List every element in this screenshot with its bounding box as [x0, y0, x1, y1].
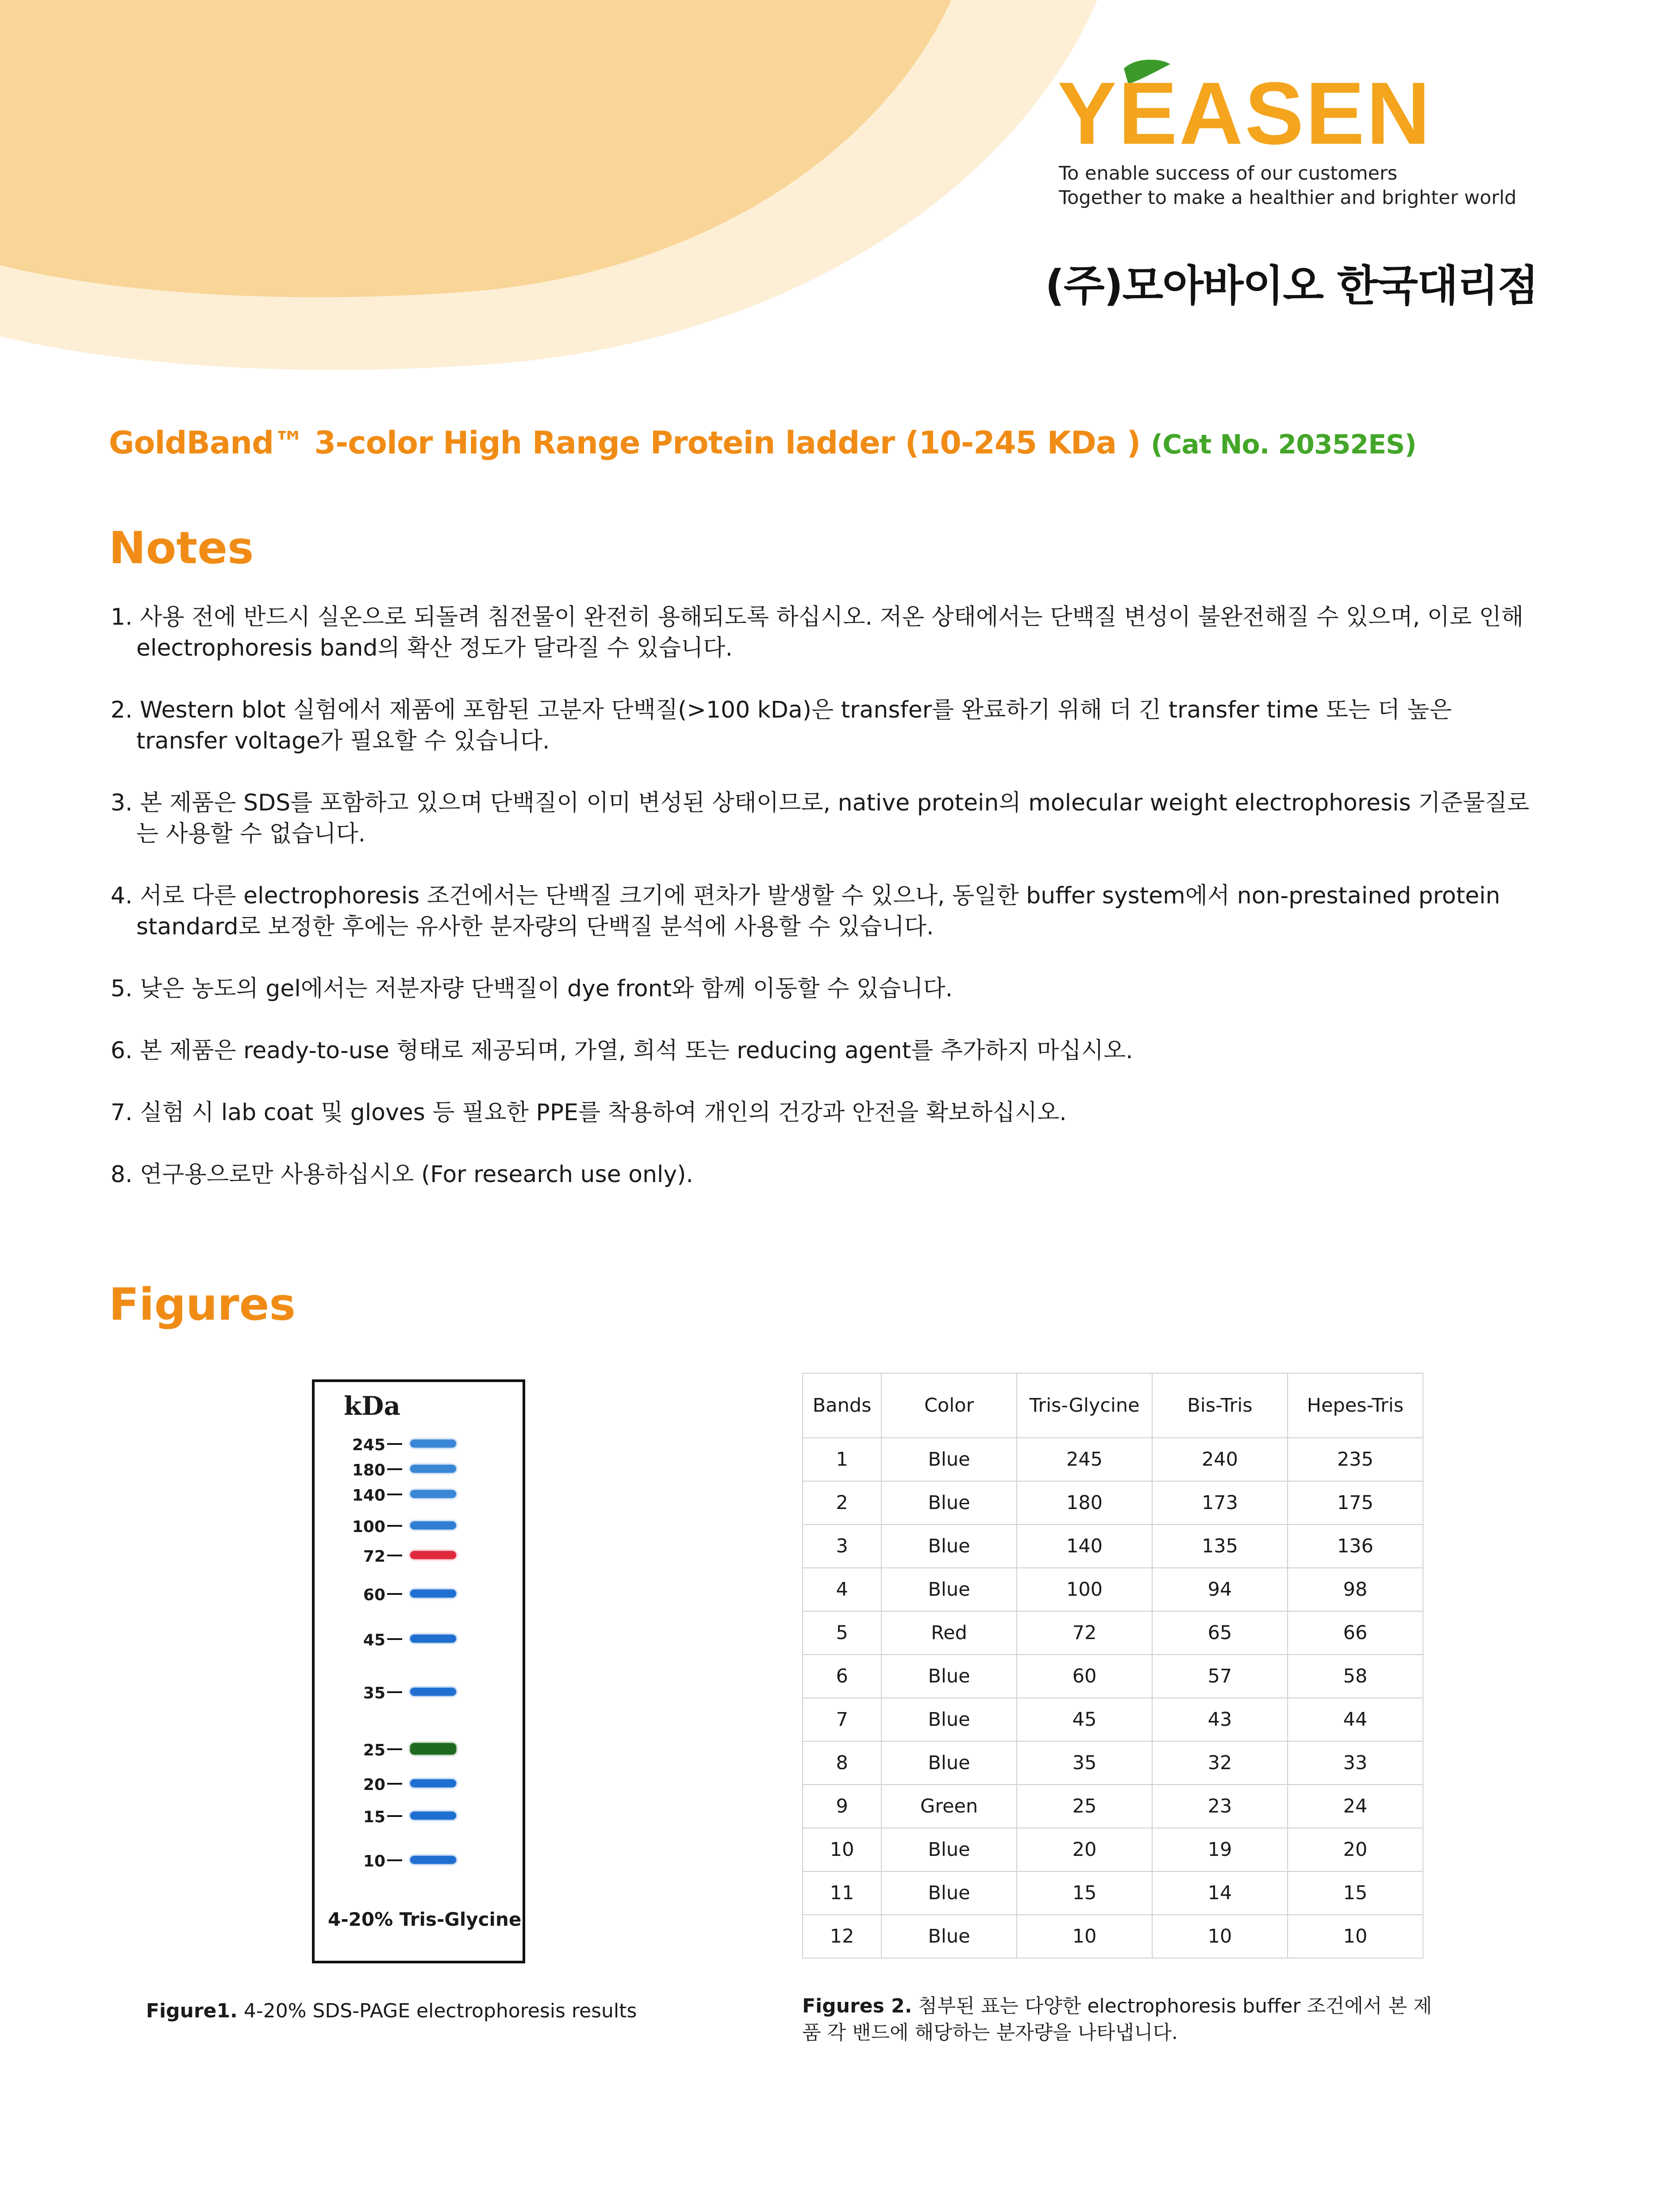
product-name: GoldBand™ 3-color High Range Protein ladder (10-245 KDa ): [109, 425, 1141, 461]
table-row: [803, 1871, 1423, 1915]
table-cell: 4: [803, 1568, 881, 1611]
gel-condition-label: 4-20% Tris-Glycine: [328, 1909, 522, 1930]
table-cell: 175: [1288, 1481, 1423, 1525]
table-header-cell: Bis-Tris: [1152, 1373, 1288, 1438]
note-text: 서로 다른 electrophoresis 조건에서는 단백질 크기에 편차가 발생할 수 있으나, 동일한 buffer system에서 non-prestained protein standard로 보정한 후에는 유사한 분자량의 단백질 분석에 사용할 수 있습니다.: [136, 883, 1500, 940]
table-cell: 45: [1017, 1698, 1152, 1741]
table-row: [803, 1438, 1423, 1481]
note-text: Western blot 실험에서 제품에 포함된 고분자 단백질(>100 kDa)은 transfer를 완료하기 위해 더 긴 transfer time 또는 더 높은 transfer voltage가 필요할 수 있습니다.: [136, 697, 1452, 754]
gel-marker: [315, 1851, 523, 1869]
protein-band: [410, 1743, 456, 1755]
gel-unit-label: kDa: [344, 1391, 401, 1421]
table-cell: 173: [1152, 1481, 1288, 1525]
note-item: [111, 695, 1549, 757]
note-item: [111, 880, 1549, 942]
note-text: 실험 시 lab coat 및 gloves 등 필요한 PPE를 착용하여 개인의 건강과 안전을 확보하십시오.: [140, 1099, 1067, 1126]
table-row: [803, 1611, 1423, 1655]
table-cell: 240: [1152, 1438, 1288, 1481]
table-header-cell: Color: [881, 1373, 1017, 1438]
table-row: [803, 1915, 1423, 1958]
notes-list: [111, 602, 1549, 1221]
table-cell: 235: [1288, 1438, 1423, 1481]
table-cell: 140: [1017, 1525, 1152, 1568]
table-cell: 7: [803, 1698, 881, 1741]
marker-kda-label: 60: [363, 1586, 385, 1604]
gel-marker: [315, 1585, 523, 1603]
figure1-caption-text: 4-20% SDS-PAGE electrophoresis results: [243, 2000, 637, 2022]
table-body: [803, 1438, 1423, 1958]
table-row: [803, 1785, 1423, 1828]
gel-marker: [315, 1460, 523, 1478]
table-cell: 14: [1152, 1871, 1288, 1915]
gel-marker: [315, 1775, 523, 1793]
marker-tick: [387, 1593, 402, 1595]
header-decoration: [0, 0, 1097, 380]
figures-heading: Figures: [109, 1279, 296, 1330]
gel-marker: [315, 1486, 523, 1503]
table-cell: 11: [803, 1871, 881, 1915]
gel-marker: [315, 1517, 523, 1535]
marker-kda-label: 245: [352, 1436, 385, 1454]
marker-tick: [387, 1783, 402, 1785]
table-header-cell: Tris-Glycine: [1017, 1373, 1152, 1438]
table-cell: 98: [1288, 1568, 1423, 1611]
marker-kda-label: 20: [363, 1776, 385, 1794]
table-cell: 33: [1288, 1741, 1423, 1785]
table-cell: 72: [1017, 1611, 1152, 1655]
note-number: 4.: [111, 883, 133, 909]
table-cell: 9: [803, 1785, 881, 1828]
note-number: 6.: [111, 1037, 133, 1064]
note-number: 5.: [111, 975, 133, 1002]
marker-tick: [387, 1525, 402, 1527]
figure1-caption-label: Figure1.: [146, 2000, 238, 2022]
marker-kda-label: 140: [352, 1486, 385, 1505]
table-cell: 135: [1152, 1525, 1288, 1568]
protein-band: [410, 1688, 456, 1696]
gel-marker: [315, 1630, 523, 1648]
table-cell: 25: [1017, 1785, 1152, 1828]
agency-title: (주)모아바이오 한국대리점: [1045, 261, 1538, 311]
protein-band: [410, 1440, 456, 1448]
marker-tick: [387, 1468, 402, 1470]
catalog-number: (Cat No. 20352ES): [1150, 429, 1416, 460]
table-row: [803, 1741, 1423, 1785]
table-cell: 66: [1288, 1611, 1423, 1655]
gel-marker: [315, 1547, 523, 1564]
marker-tick: [387, 1555, 402, 1556]
table-cell: 35: [1017, 1741, 1152, 1785]
table-cell: Blue: [881, 1871, 1017, 1915]
table-cell: 136: [1288, 1525, 1423, 1568]
gel-image: [312, 1379, 525, 1963]
table-row: [803, 1698, 1423, 1741]
note-text: 본 제품은 ready-to-use 형태로 제공되며, 가열, 희석 또는 reducing agent를 추가하지 마십시오.: [140, 1037, 1133, 1064]
marker-tick: [387, 1748, 402, 1750]
table-cell: 5: [803, 1611, 881, 1655]
marker-kda-label: 35: [363, 1684, 385, 1702]
table-cell: 20: [1017, 1828, 1152, 1871]
table-cell: Blue: [881, 1828, 1017, 1871]
note-text: 사용 전에 반드시 실온으로 되돌려 침전물이 완전히 용해되도록 하십시오. 저온 상태에서는 단백질 변성이 불완전해질 수 있으며, 이로 인해 electrophoresis band의 확산 정도가 달라질 수 있습니다.: [136, 604, 1524, 661]
marker-tick: [387, 1859, 402, 1861]
tagline-line-1: To enable success of our customers: [1059, 162, 1398, 184]
table-row: [803, 1568, 1423, 1611]
gel-marker: [315, 1740, 523, 1758]
table-cell: Red: [881, 1611, 1017, 1655]
table-cell: 32: [1152, 1741, 1288, 1785]
marker-kda-label: 15: [363, 1808, 385, 1826]
tagline: [1059, 161, 1516, 210]
protein-band: [410, 1590, 456, 1598]
table-cell: 94: [1152, 1568, 1288, 1611]
table-header-row: [803, 1373, 1423, 1438]
note-number: 8.: [111, 1161, 133, 1188]
table-cell: 10: [1017, 1915, 1152, 1958]
figure2-caption: [802, 1993, 1444, 2046]
table-cell: 10: [1152, 1915, 1288, 1958]
table-cell: 60: [1017, 1655, 1152, 1698]
table-cell: Green: [881, 1785, 1017, 1828]
table-cell: 6: [803, 1655, 881, 1698]
marker-kda-label: 25: [363, 1741, 385, 1759]
table-cell: 8: [803, 1741, 881, 1785]
table-cell: 43: [1152, 1698, 1288, 1741]
note-number: 7.: [111, 1099, 133, 1126]
table-cell: 58: [1288, 1655, 1423, 1698]
table-cell: 2: [803, 1481, 881, 1525]
table-cell: 180: [1017, 1481, 1152, 1525]
table-cell: 20: [1288, 1828, 1423, 1871]
table-cell: Blue: [881, 1915, 1017, 1958]
figure2-caption-label: Figures 2.: [802, 1995, 912, 2017]
table-cell: Blue: [881, 1438, 1017, 1481]
marker-tick: [387, 1815, 402, 1817]
table-cell: 44: [1288, 1698, 1423, 1741]
table-header-cell: Hepes-Tris: [1288, 1373, 1423, 1438]
marker-kda-label: 100: [352, 1518, 385, 1536]
table-cell: 15: [1288, 1871, 1423, 1915]
note-item: [111, 1035, 1549, 1066]
yeasen-logo-text: YEASEN: [1057, 64, 1432, 161]
table-row: [803, 1525, 1423, 1568]
product-title: [109, 425, 1416, 461]
table-row: [803, 1481, 1423, 1525]
note-text: 연구용으로만 사용하십시오 (For research use only).: [140, 1161, 693, 1188]
table-cell: 100: [1017, 1568, 1152, 1611]
protein-band: [410, 1465, 456, 1473]
marker-tick: [387, 1494, 402, 1495]
table-cell: Blue: [881, 1525, 1017, 1568]
protein-band: [410, 1635, 456, 1643]
marker-tick: [387, 1638, 402, 1640]
note-item: [111, 787, 1549, 849]
table-cell: Blue: [881, 1741, 1017, 1785]
marker-kda-label: 72: [363, 1548, 385, 1566]
note-item: [111, 602, 1549, 664]
table-row: [803, 1655, 1423, 1698]
gel-marker: [315, 1435, 523, 1453]
marker-kda-label: 180: [352, 1461, 385, 1479]
molecular-weight-table: [802, 1373, 1423, 1959]
note-item: [111, 973, 1549, 1004]
table-cell: 12: [803, 1915, 881, 1958]
protein-band: [410, 1779, 456, 1787]
table-cell: Blue: [881, 1698, 1017, 1741]
tagline-line-2: Together to make a healthier and brighter world: [1059, 187, 1517, 209]
note-text: 낮은 농도의 gel에서는 저분자량 단백질이 dye front와 함께 이동할 수 있습니다.: [140, 975, 953, 1002]
table-cell: 10: [1288, 1915, 1423, 1958]
note-item: [111, 1097, 1549, 1128]
table-cell: Blue: [881, 1568, 1017, 1611]
note-item: [111, 1159, 1549, 1190]
gel-marker: [315, 1683, 523, 1701]
marker-kda-label: 45: [363, 1631, 385, 1649]
table-cell: 24: [1288, 1785, 1423, 1828]
table-cell: 15: [1017, 1871, 1152, 1915]
note-number: 2.: [111, 697, 133, 723]
note-number: 1.: [111, 604, 133, 630]
table-cell: Blue: [881, 1655, 1017, 1698]
marker-tick: [387, 1691, 402, 1693]
table-cell: 57: [1152, 1655, 1288, 1698]
notes-heading: Notes: [109, 522, 254, 574]
note-text: 본 제품은 SDS를 포함하고 있으며 단백질이 이미 변성된 상태이므로, native protein의 molecular weight electrophoresis 기준물질로는 사용할 수 없습니다.: [136, 790, 1530, 847]
yeasen-logo: [1057, 60, 1535, 161]
protein-band: [410, 1812, 456, 1820]
table-cell: 23: [1152, 1785, 1288, 1828]
table-header-cell: Bands: [803, 1373, 881, 1438]
marker-kda-label: 10: [363, 1852, 385, 1870]
table-cell: 65: [1152, 1611, 1288, 1655]
table-row: [803, 1828, 1423, 1871]
table-cell: 1: [803, 1438, 881, 1481]
table-cell: Blue: [881, 1481, 1017, 1525]
protein-band: [410, 1490, 456, 1498]
protein-band: [410, 1521, 456, 1529]
table-cell: 3: [803, 1525, 881, 1568]
marker-tick: [387, 1443, 402, 1445]
table-cell: 19: [1152, 1828, 1288, 1871]
figure1-caption: [146, 2000, 637, 2022]
figure2-caption-text: 첨부된 표는 다양한 electrophoresis buffer 조건에서 본 제품 각 밴드에 해당하는 분자량을 나타냅니다.: [802, 1995, 1432, 2044]
table-cell: 10: [803, 1828, 881, 1871]
protein-band: [410, 1551, 456, 1559]
gel-marker: [315, 1807, 523, 1825]
table-cell: 245: [1017, 1438, 1152, 1481]
protein-band: [410, 1856, 456, 1864]
note-number: 3.: [111, 790, 133, 816]
